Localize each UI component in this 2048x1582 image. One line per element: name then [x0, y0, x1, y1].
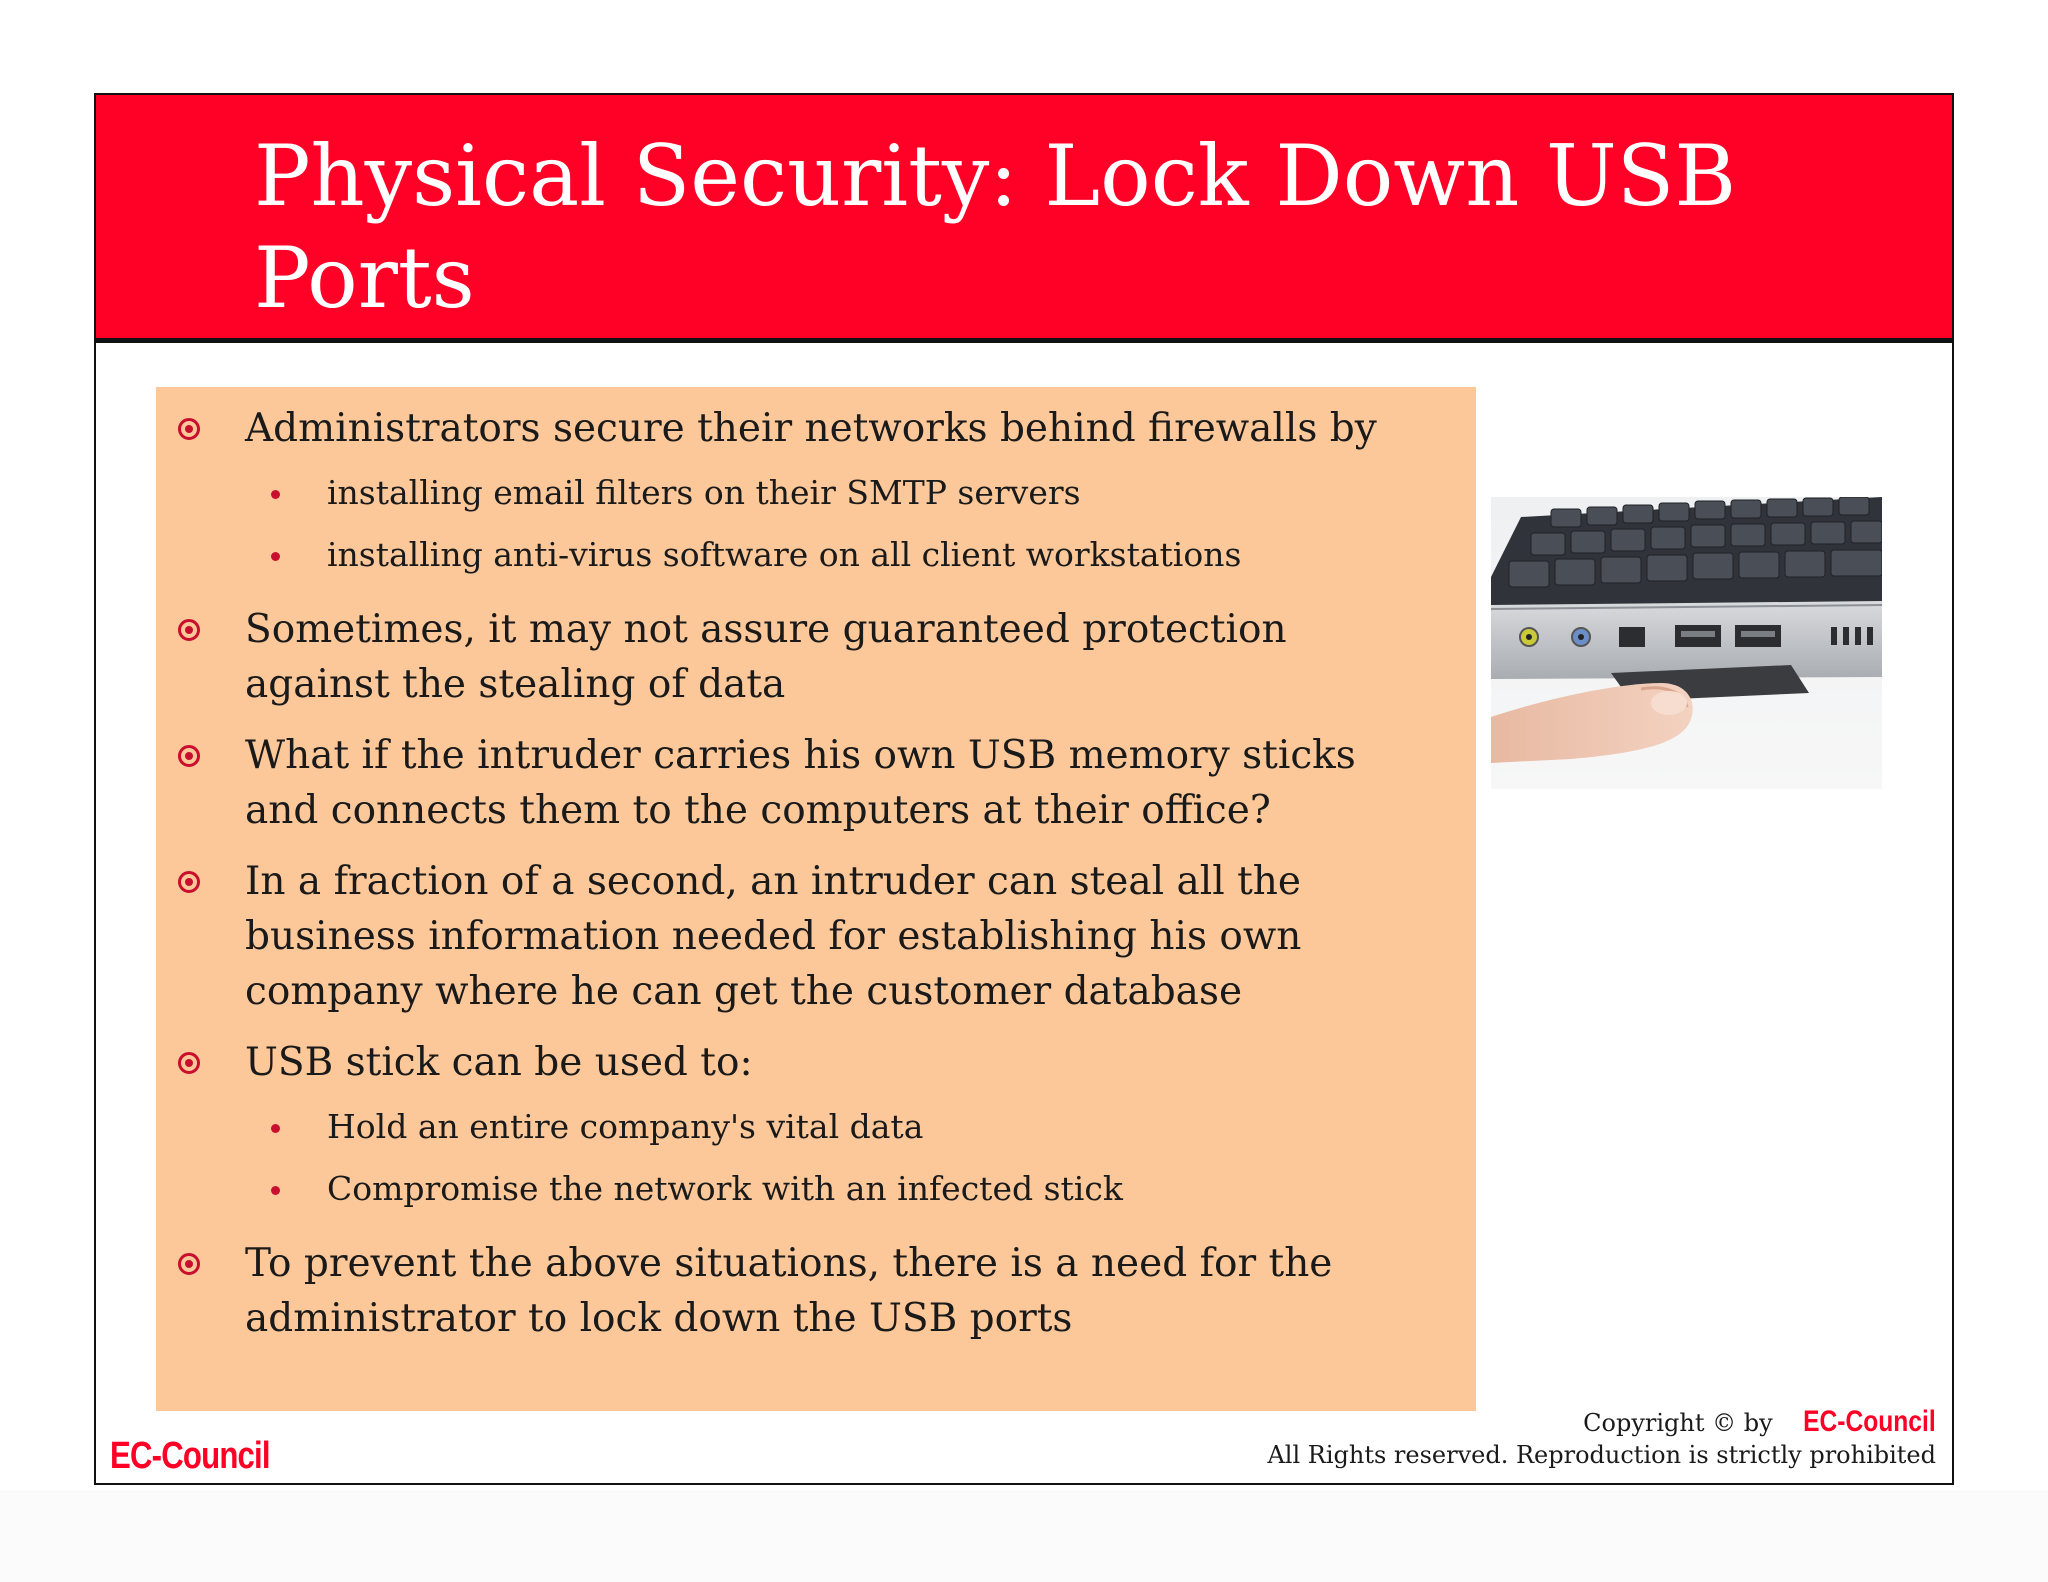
- sub-bullet-text: installing anti-virus software on all client workstations: [327, 535, 1242, 574]
- bullet-text: Sometimes, it may not assure guaranteed protection against the stealing of data: [245, 607, 1287, 707]
- copyright-notice: [1267, 1405, 1936, 1470]
- dot-bullet-icon: [271, 1124, 280, 1133]
- bullet-text: USB stick can be used to:: [245, 1040, 753, 1085]
- sub-bullet-list: [245, 1096, 1436, 1220]
- target-bullet-icon: [178, 745, 200, 767]
- bullet-text: In a fraction of a second, an intruder can steal all the business information needed for establishing his own company where he can get the customer database: [245, 859, 1302, 1014]
- page-background: [0, 1490, 2048, 1582]
- ec-council-logo: EC-Council: [110, 1435, 270, 1477]
- content-box: [156, 387, 1476, 1411]
- bullet-item: [156, 1035, 1476, 1220]
- laptop-usb-photo: [1491, 497, 1882, 789]
- bullet-item: [156, 728, 1476, 838]
- rights-text: All Rights reserved. Reproduction is strictly prohibited: [1267, 1441, 1936, 1469]
- sub-bullet-item: [245, 1158, 1436, 1220]
- sub-bullet-item: [245, 524, 1436, 586]
- bullet-item: [156, 854, 1476, 1019]
- target-bullet-icon: [178, 1052, 200, 1074]
- copyright-brand: EC-Council: [1803, 1405, 1936, 1438]
- bullet-item: [156, 401, 1476, 586]
- dot-bullet-icon: [271, 552, 280, 561]
- bullet-item: [156, 602, 1476, 712]
- bullet-item: [156, 1236, 1476, 1346]
- target-bullet-icon: [178, 1253, 200, 1275]
- sub-bullet-item: [245, 1096, 1436, 1158]
- target-bullet-icon: [178, 619, 200, 641]
- sub-bullet-text: Hold an entire company's vital data: [327, 1107, 924, 1146]
- bullet-text: Administrators secure their networks behind firewalls by: [245, 406, 1377, 451]
- sub-bullet-text: Compromise the network with an infected stick: [327, 1169, 1123, 1208]
- sub-bullet-list: [245, 462, 1436, 586]
- slide: [94, 93, 1954, 1485]
- title-bar: [96, 95, 1952, 343]
- dot-bullet-icon: [271, 1186, 280, 1195]
- slide-title: Physical Security: Lock Down USB Ports: [254, 127, 1737, 327]
- copyright-line: [1267, 1405, 1936, 1440]
- dot-bullet-icon: [271, 490, 280, 499]
- target-bullet-icon: [178, 418, 200, 440]
- target-bullet-icon: [178, 871, 200, 893]
- bullet-text: To prevent the above situations, there is a need for the administrator to lock down the USB ports: [245, 1241, 1333, 1341]
- bullet-text: What if the intruder carries his own USB memory sticks and connects them to the computers at their office?: [245, 733, 1356, 833]
- bullet-list: [156, 401, 1476, 1362]
- sub-bullet-item: [245, 462, 1436, 524]
- sub-bullet-text: installing email filters on their SMTP servers: [327, 473, 1081, 512]
- copyright-prefix: Copyright © by: [1583, 1409, 1773, 1437]
